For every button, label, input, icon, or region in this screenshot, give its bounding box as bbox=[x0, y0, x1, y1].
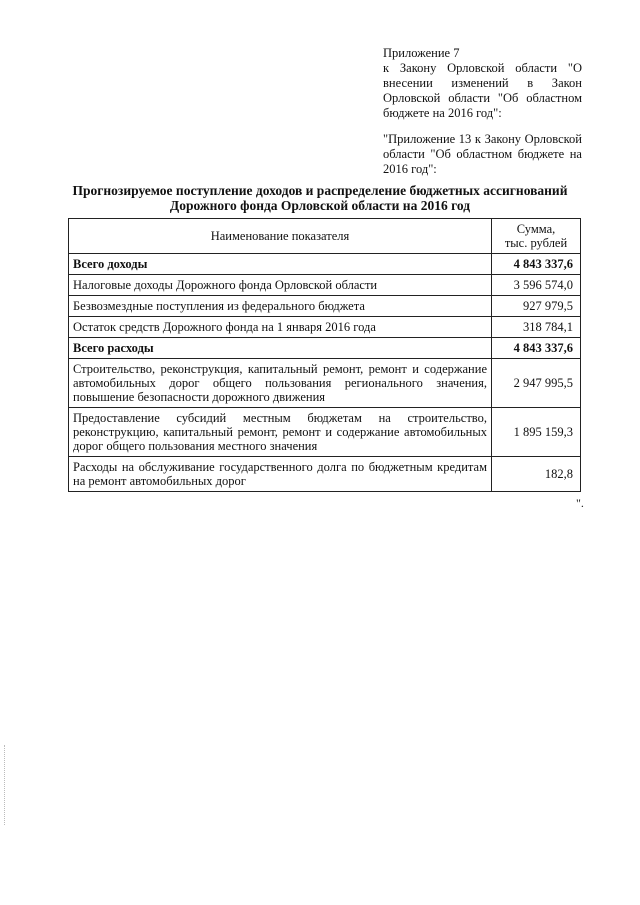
row-sum: 927 979,5 bbox=[492, 296, 581, 317]
row-sum: 4 843 337,6 bbox=[492, 254, 581, 275]
document-preamble bbox=[383, 46, 582, 177]
appendix-law-reference: к Закону Орловской области "О внесении изменений в Закон Орловской области "Об областном бюджете на 2016 год": bbox=[383, 61, 582, 120]
row-name: Всего доходы bbox=[69, 254, 492, 275]
row-sum: 318 784,1 bbox=[492, 317, 581, 338]
row-name: Безвозмездные поступления из федерального бюджета bbox=[69, 296, 492, 317]
table-header-row bbox=[69, 219, 581, 254]
table-row bbox=[69, 408, 581, 457]
table-row bbox=[69, 359, 581, 408]
row-name: Остаток средств Дорожного фонда на 1 января 2016 года bbox=[69, 317, 492, 338]
table-row bbox=[69, 275, 581, 296]
table-row bbox=[69, 457, 581, 492]
appendix-quoted-reference: "Приложение 13 к Закону Орловской области "Об областном бюджете на 2016 год": bbox=[383, 132, 582, 176]
column-header-sum bbox=[492, 219, 581, 254]
row-name: Расходы на обслуживание государственного долга по бюджетным кредитам на ремонт автомобильных дорог bbox=[69, 457, 492, 492]
column-header-sum-line-1: Сумма, bbox=[516, 222, 556, 236]
document-title bbox=[60, 183, 580, 213]
column-header-name: Наименование показателя bbox=[69, 219, 492, 254]
table-row bbox=[69, 317, 581, 338]
row-name: Предоставление субсидий местным бюджетам на строительство, реконструкцию, капитальный ремонт, ремонт и содержание автомобильных дорог общего пользования местного значения bbox=[69, 408, 492, 457]
title-line-1: Прогнозируемое поступление доходов и распределение бюджетных ассигнований bbox=[72, 183, 568, 198]
row-sum: 4 843 337,6 bbox=[492, 338, 581, 359]
row-sum: 3 596 574,0 bbox=[492, 275, 581, 296]
closing-quote: ". bbox=[576, 496, 584, 510]
row-name: Налоговые доходы Дорожного фонда Орловской области bbox=[69, 275, 492, 296]
road-fund-table bbox=[68, 218, 581, 492]
row-name: Строительство, реконструкция, капитальный ремонт, ремонт и содержание автомобильных дорог общего пользования регионального значения, повышение безопасности дорожного движения bbox=[69, 359, 492, 408]
row-sum: 182,8 bbox=[492, 457, 581, 492]
appendix-number: Приложение 7 bbox=[383, 46, 460, 60]
table-row bbox=[69, 296, 581, 317]
table-row-total-income bbox=[69, 254, 581, 275]
scan-margin-marks bbox=[4, 745, 7, 825]
row-sum: 1 895 159,3 bbox=[492, 408, 581, 457]
column-header-sum-line-2: тыс. рублей bbox=[504, 236, 568, 250]
table-row-total-expenses bbox=[69, 338, 581, 359]
row-name: Всего расходы bbox=[69, 338, 492, 359]
row-sum: 2 947 995,5 bbox=[492, 359, 581, 408]
title-line-2: Дорожного фонда Орловской области на 2016 год bbox=[169, 198, 471, 213]
